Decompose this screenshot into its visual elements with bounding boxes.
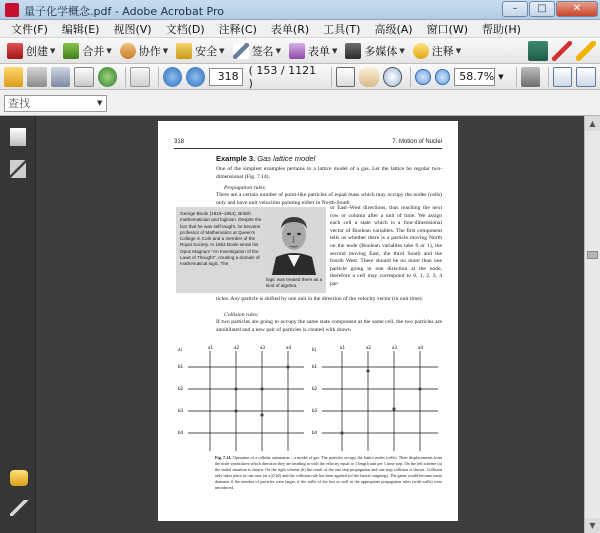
zoom-input[interactable]: 58.7% bbox=[454, 68, 495, 86]
separator bbox=[125, 67, 126, 87]
title-bar bbox=[0, 0, 600, 20]
find-input[interactable]: 查找 bbox=[4, 95, 107, 112]
zoom-out-icon[interactable] bbox=[415, 69, 431, 85]
forms-icon bbox=[289, 43, 305, 59]
row-label: b3 bbox=[178, 408, 184, 413]
acrobat-logo-icon bbox=[5, 3, 19, 17]
multimedia-button[interactable]: 多媒体 ▼ bbox=[342, 40, 407, 62]
select-icon[interactable] bbox=[336, 67, 355, 87]
email-icon[interactable] bbox=[74, 67, 93, 87]
paragraph-propagation: There are a certain number of point-like particles of equal mass which may occupy the nodes (cells) only and have unit velocities pointing either in North-South bbox=[216, 192, 442, 206]
attachments-icon[interactable] bbox=[10, 500, 28, 516]
prev-page-icon[interactable] bbox=[163, 67, 182, 87]
paragraph-state-vector: or East–West directions, thus reaching the next row or column after a unit of time. We assign each cell a state which is a four-dimensional vector of Boolean variables. The first component tells us whether there is a particle moving North on the node (Boolean variables take 0 or 1), the second moving East, the third South and the fourth West. There should be no more than one particle going in one direction at the node, therefore a cell may correspond to 0, 1, 2, 3, 4 par- bbox=[330, 205, 442, 287]
row-label: b3 bbox=[312, 408, 318, 413]
secure-button[interactable]: 安全 ▼ bbox=[173, 40, 227, 62]
close-button[interactable]: ✕ bbox=[556, 1, 598, 17]
menu-bar bbox=[0, 20, 600, 38]
collaborate-icon bbox=[120, 43, 136, 59]
create-button[interactable]: 创建 ▼ bbox=[4, 40, 58, 62]
menu-forms[interactable]: 表单(R) bbox=[270, 22, 310, 36]
zoom-icon[interactable] bbox=[383, 67, 402, 87]
chapter-title: 7. Motion of Nuclei bbox=[392, 139, 442, 145]
secure-icon bbox=[176, 43, 192, 59]
fit-page-icon[interactable] bbox=[553, 67, 572, 87]
col-label: a3 bbox=[392, 345, 397, 350]
comments-icon[interactable] bbox=[10, 470, 28, 486]
figure-panel-a-label: a) bbox=[178, 347, 183, 352]
minimize-button[interactable]: – bbox=[502, 1, 528, 17]
separator bbox=[331, 67, 332, 87]
lattice-figure bbox=[176, 343, 442, 455]
george-boole-portrait bbox=[266, 209, 322, 275]
paragraph-collision: If two particles are going to occupy the same state component at the same cell, the two particles are annihilated and a new pair of particles is created with drawn bbox=[216, 319, 442, 333]
menu-document[interactable]: 文档(D) bbox=[165, 22, 205, 36]
collaborate-button[interactable]: 协作 ▼ bbox=[117, 40, 171, 62]
combine-button[interactable]: 合并 ▼ bbox=[60, 40, 114, 62]
paragraph-particles: ticles. Any particle is shifted by one unit in the direction of the velocity vector (in unit time). bbox=[216, 296, 424, 302]
scroll-up-icon[interactable]: ▲ bbox=[585, 116, 600, 131]
snapshot-icon[interactable] bbox=[521, 67, 540, 87]
propagation-rules-label: Propagation rules: bbox=[224, 185, 267, 191]
forms-button[interactable]: 表单 ▼ bbox=[286, 40, 340, 62]
chevron-down-icon: ▼ bbox=[219, 46, 225, 55]
zoom-in-icon[interactable] bbox=[435, 69, 451, 85]
navigation-panel bbox=[0, 116, 36, 533]
zoom-dropdown-icon[interactable]: ▼ bbox=[498, 72, 504, 81]
comment-button[interactable]: 注释 ▼ bbox=[410, 40, 464, 62]
col-label: a3 bbox=[260, 345, 265, 350]
print-icon[interactable] bbox=[27, 67, 46, 87]
find-bar bbox=[0, 90, 600, 116]
row-label: b2 bbox=[178, 386, 184, 391]
col-label: a2 bbox=[366, 345, 371, 350]
bookmark-tool-icon[interactable] bbox=[528, 41, 548, 61]
sign-icon bbox=[233, 43, 249, 59]
comment-icon bbox=[413, 43, 429, 59]
page-number: 318 bbox=[174, 139, 185, 145]
save-icon[interactable] bbox=[51, 67, 70, 87]
fit-width-icon[interactable] bbox=[576, 67, 595, 87]
col-label: a1 bbox=[208, 345, 213, 350]
highlight-tool-icon[interactable] bbox=[576, 41, 596, 61]
maximize-button[interactable]: □ bbox=[529, 1, 555, 17]
example-heading bbox=[216, 154, 315, 163]
open-icon[interactable] bbox=[4, 67, 23, 87]
menu-file[interactable]: 文件(F) bbox=[11, 22, 48, 36]
hand-icon[interactable] bbox=[359, 67, 378, 87]
chevron-down-icon: ▼ bbox=[162, 46, 169, 55]
separator bbox=[516, 67, 517, 87]
combine-icon bbox=[63, 43, 79, 59]
chevron-down-icon: ▼ bbox=[275, 46, 281, 55]
chevron-down-icon: ▼ bbox=[455, 46, 462, 55]
page-number-input[interactable]: 318 bbox=[209, 68, 242, 86]
scroll-thumb[interactable] bbox=[587, 251, 598, 259]
organizer-icon[interactable] bbox=[98, 67, 117, 87]
row-label: b4 bbox=[312, 430, 318, 435]
col-label: a4 bbox=[286, 345, 291, 350]
figure-caption: Fig. 7.14. Operation of a cellular automaton – a model of gas. The particles occupy the lattice nodes (cells). Their displacements from the node symbolizes which direction they are heading in with the velocity equal to 1 length unit per 1 time step. On the left scheme (a) the initial situation is shown. On the right scheme (b) the result of the one step propagation and one step collision is shown. Collision only takes place in one case (at a j0 b2) and the collision rule has been applied (of the lateral outgoing). The game would become more dramatic if the number of particles were larger, if the walls of the box as well as the appropriate propagation rules (with walls) were introduced. bbox=[215, 455, 442, 490]
multimedia-icon bbox=[345, 43, 361, 59]
task-toolbar bbox=[0, 38, 600, 64]
window-title: 量子化学概念.pdf - Adobe Acrobat Pro bbox=[24, 5, 224, 18]
next-page-icon[interactable] bbox=[186, 67, 205, 87]
sign-button[interactable]: 签名 ▼ bbox=[230, 40, 284, 62]
pdf-page bbox=[158, 121, 458, 521]
paragraph-intro: One of the simplest examples pertains to a lattice model of a gas. Let the lattice be regular two-dimensional (Fig. 7.14). bbox=[216, 166, 442, 180]
col-label: a2 bbox=[234, 345, 239, 350]
row-label: b1 bbox=[178, 364, 184, 369]
page-header bbox=[174, 139, 442, 149]
figure-panel-b-label: b) bbox=[312, 347, 317, 352]
scroll-down-icon[interactable]: ▼ bbox=[585, 518, 600, 533]
create-icon bbox=[7, 43, 23, 59]
row-label: b2 bbox=[312, 386, 318, 391]
example-title: Gas lattice model bbox=[257, 154, 316, 163]
menu-help[interactable]: 帮助(H) bbox=[482, 22, 521, 36]
example-prefix: Example 3. bbox=[216, 154, 256, 163]
col-label: a4 bbox=[418, 345, 423, 350]
navigation-toolbar bbox=[0, 64, 600, 90]
menu-tools[interactable]: 工具(T) bbox=[323, 22, 361, 36]
menu-view[interactable]: 视图(V) bbox=[113, 22, 152, 36]
separator bbox=[410, 67, 411, 87]
chevron-down-icon: ▼ bbox=[331, 46, 338, 55]
biography-text: George Boole (1815–1864), British mathematician and logician. Despite the fact that he was self-taught, he became professor of Mathematics at Queen's College in Cork and a member of the Royal Society. In 1854 Boole wrote his Opus Magnum "An Investigation of the Laws of Thought", creating a domain of mathematical logic. The bbox=[180, 211, 262, 267]
separator bbox=[158, 67, 159, 87]
bookmarks-icon[interactable] bbox=[10, 160, 26, 178]
row-label: b1 bbox=[312, 364, 318, 369]
find-dropdown-icon[interactable]: ▼ bbox=[97, 99, 103, 107]
portrait-caption: logic was treated there as a kind of algebra. bbox=[266, 277, 323, 288]
pan-icon[interactable] bbox=[130, 67, 149, 87]
biography-box bbox=[176, 207, 326, 293]
menu-advanced[interactable]: 高级(A) bbox=[374, 22, 413, 36]
pages-panel-icon[interactable] bbox=[10, 128, 26, 146]
vertical-scrollbar[interactable] bbox=[584, 116, 600, 533]
chevron-down-icon: ▼ bbox=[399, 46, 405, 55]
separator bbox=[548, 67, 549, 87]
chevron-down-icon: ▼ bbox=[50, 46, 56, 55]
menu-comment[interactable]: 注释(C) bbox=[218, 22, 257, 36]
row-label: b4 bbox=[178, 430, 184, 435]
menu-edit[interactable]: 编辑(E) bbox=[61, 22, 100, 36]
page-count: ( 153 / 1121 ) bbox=[248, 63, 317, 90]
menu-window[interactable]: 窗口(W) bbox=[426, 22, 469, 36]
pencil-tool-icon[interactable] bbox=[552, 41, 572, 61]
col-label: a1 bbox=[340, 345, 345, 350]
chevron-down-icon: ▼ bbox=[106, 46, 112, 55]
collision-rules-label: Collision rules: bbox=[224, 312, 259, 318]
